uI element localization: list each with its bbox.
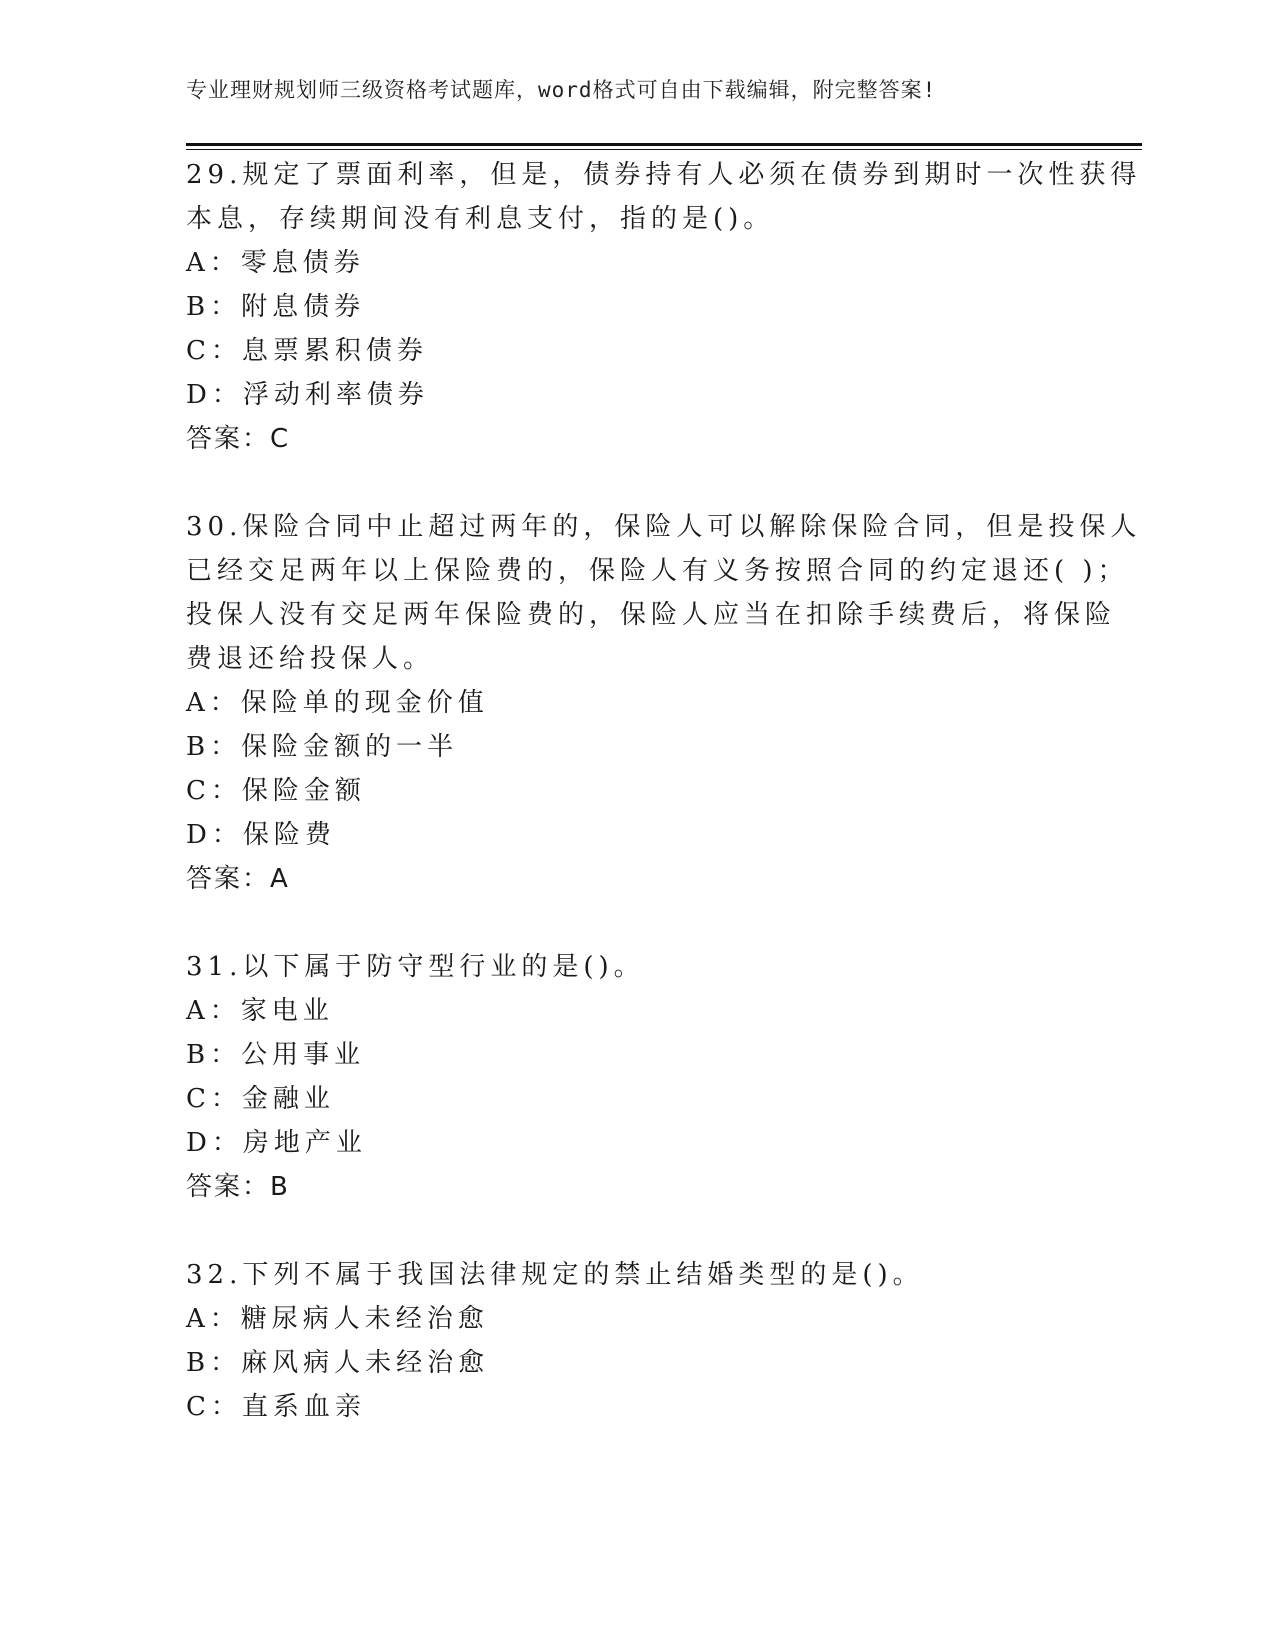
question-30-option-d: D：保险费 bbox=[186, 820, 336, 850]
question-31-option-c: C：金融业 bbox=[186, 1084, 335, 1114]
question-31-option-d: D：房地产业 bbox=[186, 1128, 367, 1158]
question-30-answer: 答案：A bbox=[186, 864, 290, 894]
question-30-stem-line-3: 投保人没有交足两年保险费的，保险人应当在扣除手续费后，将保险 bbox=[186, 600, 1117, 630]
question-31-answer: 答案：B bbox=[186, 1172, 290, 1202]
question-30-option-a: A：保险单的现金价值 bbox=[186, 688, 489, 718]
question-32-option-c: C：直系血亲 bbox=[186, 1392, 366, 1422]
question-29-option-b: B：附息债券 bbox=[186, 292, 366, 322]
question-32-stem-line-1: 32.下列不属于我国法律规定的禁止结婚类型的是()。 bbox=[186, 1260, 924, 1290]
question-32-option-b: B：麻风病人未经治愈 bbox=[186, 1348, 490, 1378]
question-31-option-b: B：公用事业 bbox=[186, 1040, 366, 1070]
question-29-option-c: C：息票累积债券 bbox=[186, 336, 428, 366]
header-rule-thick bbox=[186, 143, 1142, 146]
page-header: 专业理财规划师三级资格考试题库，word格式可自由下载编辑，附完整答案! bbox=[186, 78, 937, 102]
question-30-option-b: B：保险金额的一半 bbox=[186, 732, 459, 762]
question-29-option-d: D：浮动利率债券 bbox=[186, 380, 429, 410]
question-29-answer: 答案：C bbox=[186, 424, 291, 454]
question-30-option-c: C：保险金额 bbox=[186, 776, 366, 806]
question-29-stem-line-2: 本息，存续期间没有利息支付，指的是()。 bbox=[186, 204, 775, 234]
question-32-option-a: A：糖尿病人未经治愈 bbox=[186, 1304, 489, 1334]
question-30-stem-line-4: 费退还给投保人。 bbox=[186, 644, 435, 674]
header-rule-thin bbox=[186, 149, 1142, 150]
question-29-stem-line-1: 29.规定了票面利率，但是，债券持有人必须在债券到期时一次性获得 bbox=[186, 160, 1142, 190]
question-30-stem-line-1: 30.保险合同中止超过两年的，保险人可以解除保险合同，但是投保人 bbox=[186, 512, 1142, 542]
question-31-stem-line-1: 31.以下属于防守型行业的是()。 bbox=[186, 952, 645, 982]
question-31-option-a: A：家电业 bbox=[186, 996, 334, 1026]
question-29-option-a: A：零息债券 bbox=[186, 248, 365, 278]
question-30-stem-line-2: 已经交足两年以上保险费的，保险人有义务按照合同的约定退还( )； bbox=[186, 556, 1129, 586]
